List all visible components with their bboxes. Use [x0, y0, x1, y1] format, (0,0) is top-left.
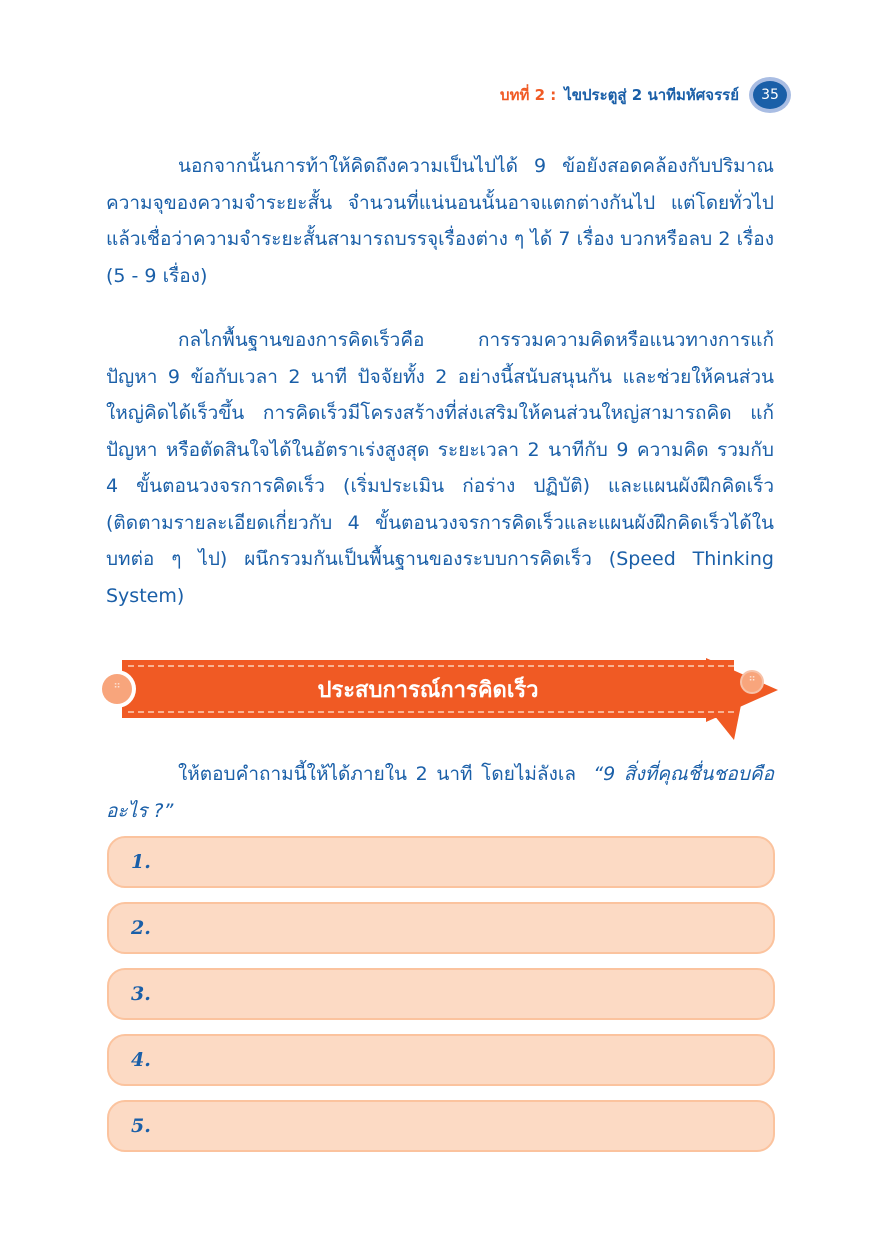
button-ornament-icon: ⠛	[102, 674, 132, 704]
prompt-text: ให้ตอบคำถามนี้ให้ได้ภายใน 2 นาที โดยไม่ลังเล	[178, 763, 576, 785]
chapter-label: บทที่ 2 :	[500, 86, 557, 104]
page-number-badge: 35	[753, 81, 787, 109]
chapter-title: ไขประตูสู่ 2 นาทีมหัศจรรย์	[564, 86, 739, 104]
prompt-quote: “9 สิ่งที่คุณชื่นชอบคืออะไร ?”	[106, 763, 774, 822]
answer-field-5[interactable]	[107, 1100, 775, 1152]
answer-list	[107, 836, 775, 1166]
body-paragraph-2	[106, 322, 774, 614]
section-banner	[106, 660, 786, 740]
answer-field-4[interactable]	[107, 1034, 775, 1086]
answer-number: 2.	[131, 917, 151, 939]
answer-number: 1.	[131, 851, 151, 873]
answer-field-1[interactable]	[107, 836, 775, 888]
body-paragraph-1	[106, 148, 774, 294]
paragraph-text: นอกจากนั้นการท้าให้คิดถึงความเป็นไปได้ 9 ข้อยังสอดคล้องกับปริมาณความจุของความจำระยะสั้น จำนวนที่แน่นอนนั้นอาจแตกต่างกันไป แต่โดยทั่วไปแล้วเชื่อว่าความจำระยะสั้นสามารถบรรจุเรื่องต่าง ๆ ได้ 7 เรื่อง บวกหรือลบ 2 เรื่อง (5 - 9 เรื่อง)	[106, 155, 774, 287]
paragraph-text: กลไกพื้นฐานของการคิดเร็วคือ การรวมความคิดหรือแนวทางการแก้ปัญหา 9 ข้อกับเวลา 2 นาที ปัจจัยทั้ง 2 อย่างนี้สนับสนุนกัน และช่วยให้คนส่วนใหญ่คิดได้เร็วขึ้น การคิดเร็วมีโครงสร้างที่ส่งเสริมให้คนส่วนใหญ่สามารถคิด แก้ปัญหา หรือตัดสินใจได้ในอัตราเร่งสูงสุด ระยะเวลา 2 นาทีกับ 9 ความคิด รวมกับ 4 ขั้นตอนวงจรการคิดเร็ว (เริ่มประเมิน ก่อร่าง ปฏิบัติ) และแผนผังฝึกคิดเร็ว (ติดตามรายละเอียดเกี่ยวกับ 4 ขั้นตอนวงจรการคิดเร็วและแผนผังฝึกคิดเร็วได้ในบทต่อ ๆ ไป) ผนึกรวมกันเป็นพื้นฐานของระบบการคิดเร็ว (Speed Thinking System)	[106, 329, 774, 607]
exercise-prompt	[106, 756, 774, 829]
answer-number: 4.	[131, 1049, 151, 1071]
answer-field-3[interactable]	[107, 968, 775, 1020]
answer-number: 5.	[131, 1115, 151, 1137]
running-header	[500, 80, 787, 110]
answer-number: 3.	[131, 983, 151, 1005]
button-ornament-icon: ⠛	[742, 672, 762, 692]
banner-title: ประสบการณ์การคิดเร็ว	[317, 677, 539, 703]
answer-field-2[interactable]	[107, 902, 775, 954]
